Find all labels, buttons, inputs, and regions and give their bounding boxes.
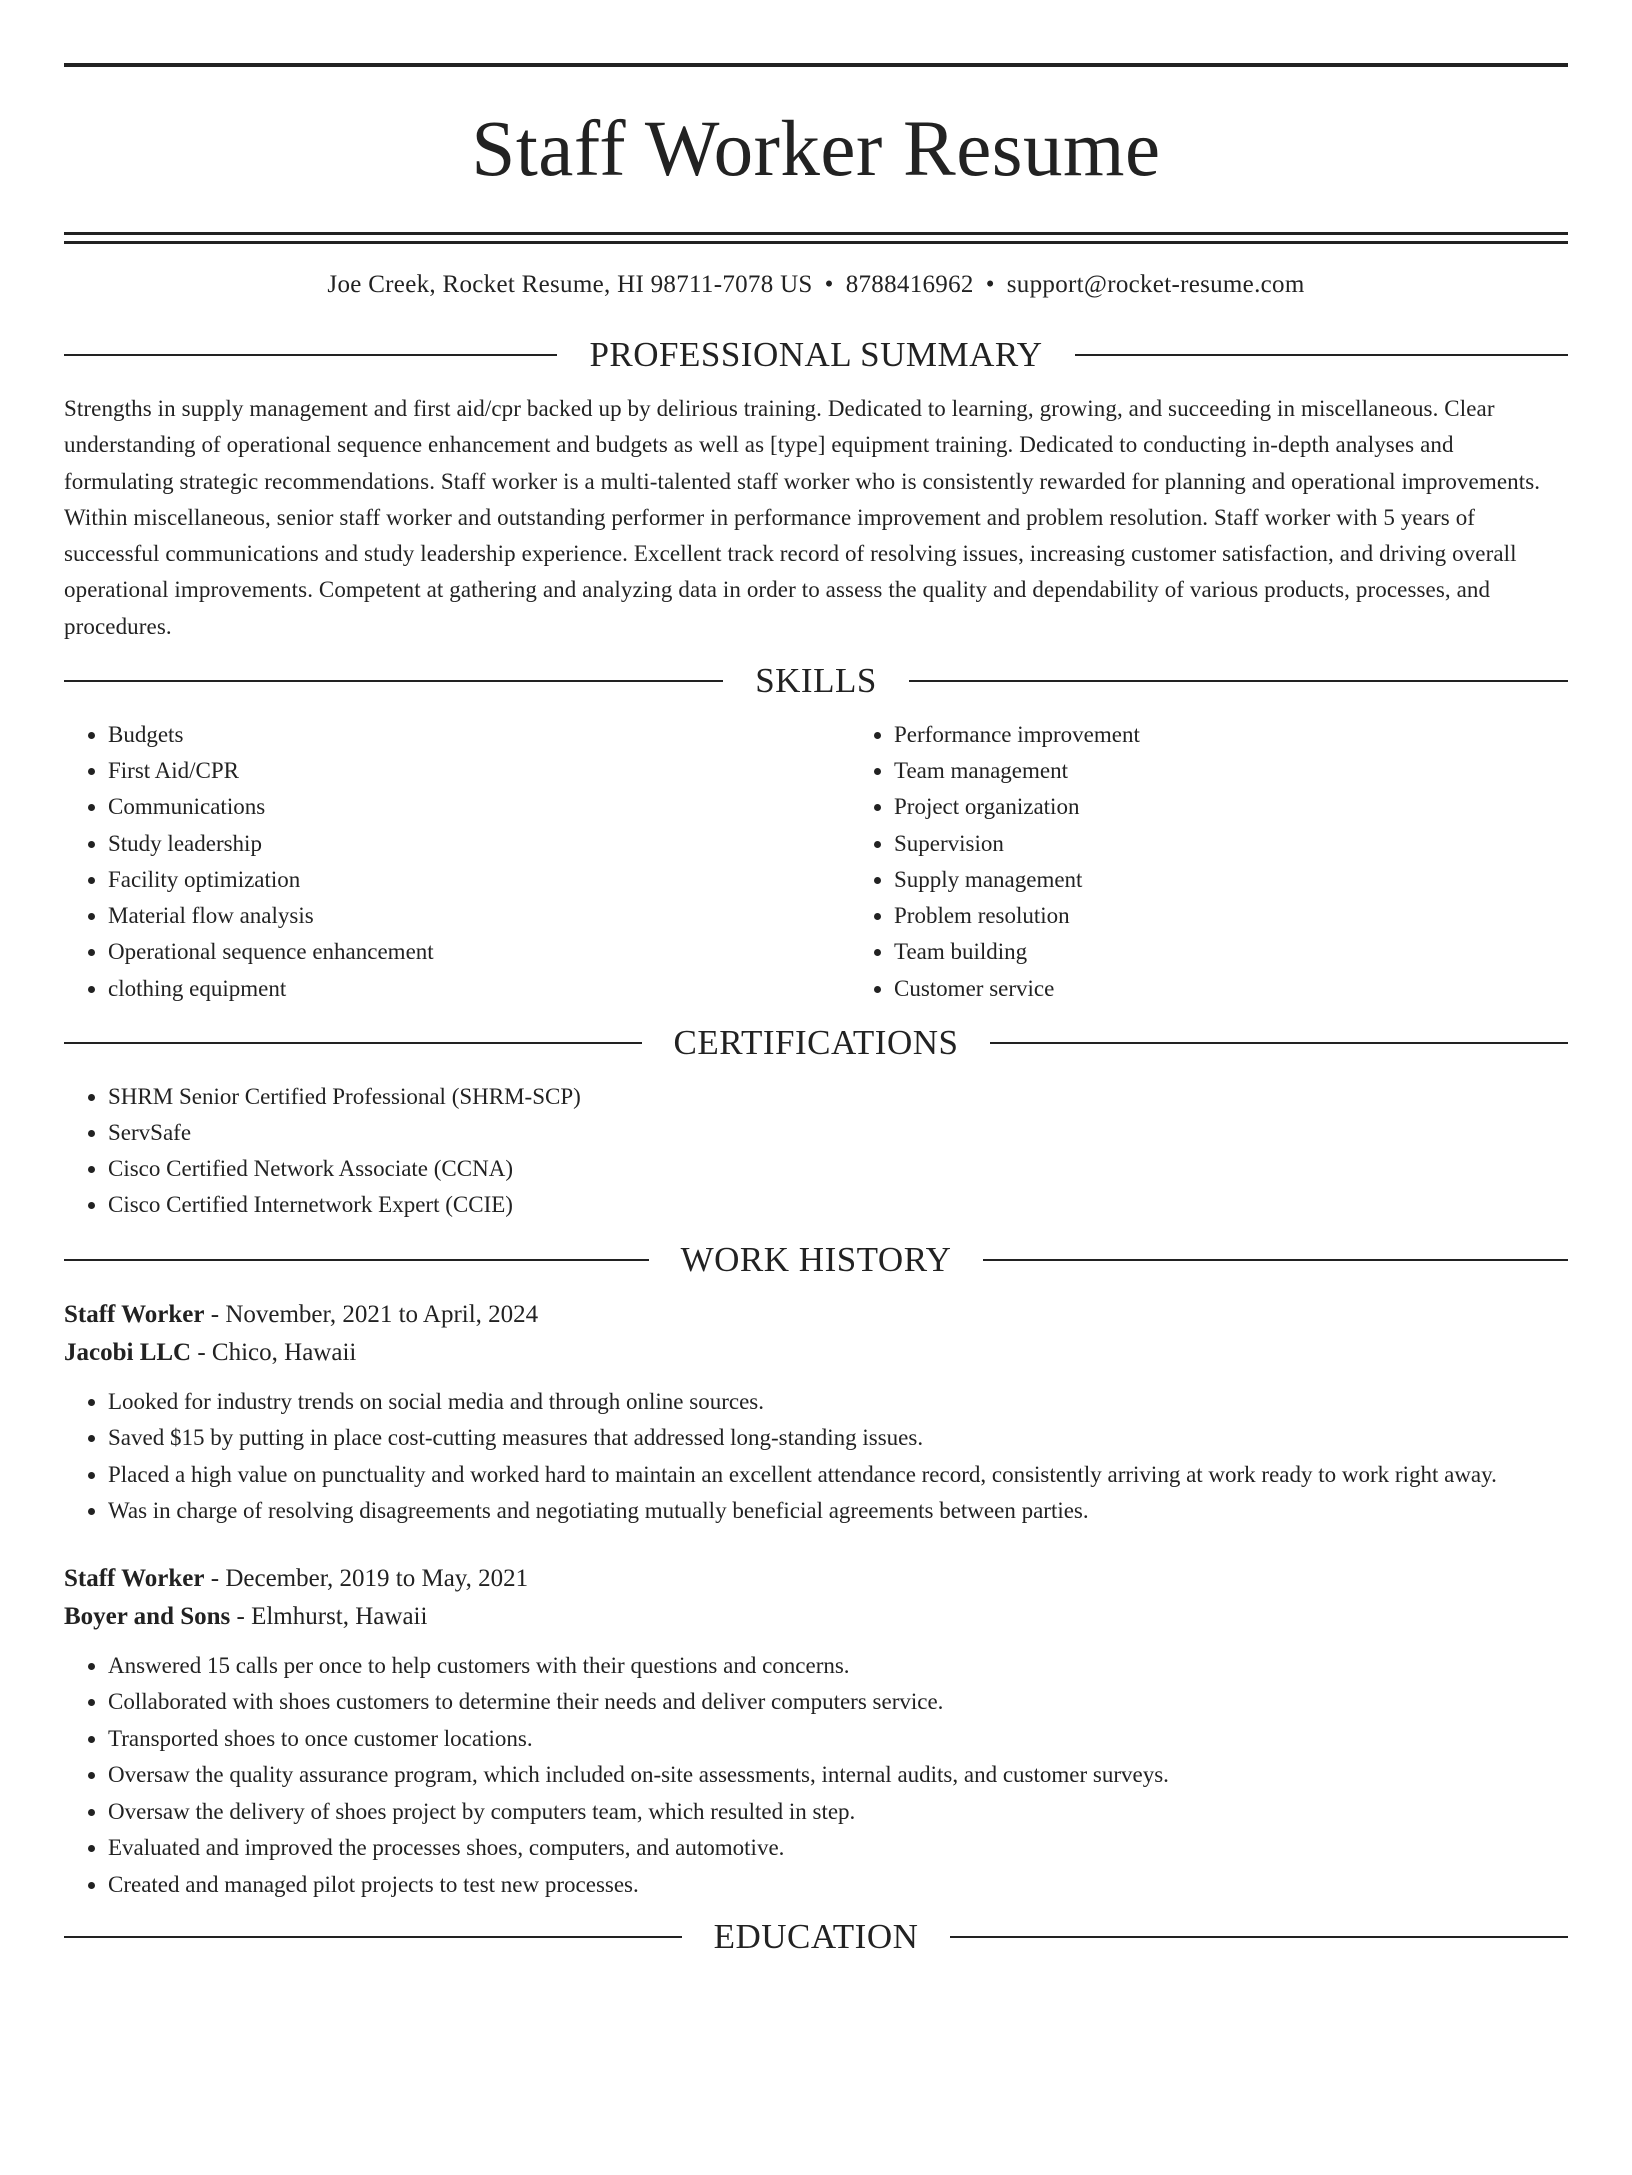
job-entry (64, 1560, 1568, 1904)
section-divider (64, 680, 723, 682)
skill-item: • clothing equipment (108, 971, 850, 1007)
certification-item: • SHRM Senior Certified Professional (SHRM-SCP) (108, 1079, 1568, 1115)
job-bullet: • Was in charge of resolving disagreements and negotiating mutually beneficial agreements between parties. (108, 1493, 1568, 1530)
skills-list (64, 717, 1568, 1007)
job-location: - Elmhurst, Hawaii (230, 1602, 428, 1630)
contact-separator: • (824, 271, 834, 298)
skill-item: • Performance improvement (894, 717, 1632, 753)
skill-item: • Problem resolution (894, 898, 1632, 934)
contact-email: support@rocket-resume.com (1006, 271, 1305, 298)
skills-column-right (850, 717, 1632, 1007)
skill-item: • Facility optimization (108, 862, 850, 898)
section-divider (64, 1936, 682, 1938)
job-bullets (64, 1648, 1568, 1904)
job-company: Jacobi LLC (64, 1338, 192, 1366)
skill-item: • Project organization (894, 789, 1632, 825)
section-title-skills: SKILLS (755, 661, 877, 701)
contact-address: Joe Creek, Rocket Resume, HI 98711-7078 US (327, 271, 813, 298)
section-title-summary: PROFESSIONAL SUMMARY (589, 335, 1043, 374)
contact-separator: • (985, 271, 995, 298)
job-entry (64, 1296, 1568, 1530)
skill-item: • Supply management (894, 862, 1632, 898)
job-dates: - December, 2019 to May, 2021 (204, 1564, 529, 1592)
certifications-list (64, 1079, 1568, 1224)
skill-item: • Communications (108, 789, 850, 825)
skill-item: • Team building (894, 934, 1632, 970)
resume-title: Staff Worker Resume (471, 106, 1161, 193)
section-divider (64, 1259, 649, 1261)
section-divider (983, 1259, 1568, 1261)
skill-item: • Customer service (894, 971, 1632, 1007)
job-bullet: • Saved $15 by putting in place cost-cutting measures that addressed long-standing issues. (108, 1420, 1568, 1457)
job-bullet: • Placed a high value on punctuality and worked hard to maintain an excellent attendance record, consistently arriving at work ready to work right away. (108, 1457, 1568, 1494)
skill-item: • Operational sequence enhancement (108, 934, 850, 970)
skill-item: • Supervision (894, 826, 1632, 862)
job-bullet: • Oversaw the delivery of shoes project by computers team, which resulted in step. (108, 1794, 1568, 1831)
job-location: - Chico, Hawaii (191, 1338, 357, 1366)
section-header-summary (64, 333, 1568, 377)
resume-page (0, 63, 1632, 2175)
top-rule (64, 63, 1568, 67)
certification-item: • Cisco Certified Network Associate (CCNA) (108, 1151, 1568, 1187)
job-dates: - November, 2021 to April, 2024 (204, 1300, 539, 1328)
section-divider (950, 1936, 1568, 1938)
job-bullet: • Answered 15 calls per once to help customers with their questions and concerns. (108, 1648, 1568, 1685)
job-company-line (64, 1598, 1568, 1636)
section-title-education: EDUCATION (713, 1917, 919, 1957)
job-title: Staff Worker (64, 1564, 205, 1592)
title-double-rule (64, 232, 1568, 244)
skill-item: • Study leadership (108, 826, 850, 862)
skill-item: • Budgets (108, 717, 850, 753)
job-bullet: • Transported shoes to once customer locations. (108, 1721, 1568, 1758)
section-header-work-history (64, 1238, 1568, 1282)
section-divider (909, 680, 1568, 682)
section-divider (990, 1042, 1568, 1044)
section-divider (1075, 354, 1568, 356)
skill-item: • Team management (894, 753, 1632, 789)
section-divider (64, 354, 557, 356)
section-header-education (64, 1915, 1568, 1959)
certification-item: • Cisco Certified Internetwork Expert (CCIE) (108, 1187, 1568, 1223)
certification-item: • ServSafe (108, 1115, 1568, 1151)
section-header-certifications (64, 1021, 1568, 1065)
skills-column-left (64, 717, 850, 1007)
skill-item: • First Aid/CPR (108, 753, 850, 789)
job-bullet: • Oversaw the quality assurance program, which included on-site assessments, internal audits, and customer surveys. (108, 1757, 1568, 1794)
job-title: Staff Worker (64, 1300, 205, 1328)
job-bullet: • Collaborated with shoes customers to determine their needs and deliver computers service. (108, 1684, 1568, 1721)
contact-phone: 8788416962 (845, 271, 974, 298)
job-company-line (64, 1334, 1568, 1372)
section-header-skills (64, 659, 1568, 703)
job-company: Boyer and Sons (64, 1602, 231, 1630)
contact-line (64, 268, 1568, 302)
job-title-line (64, 1296, 1568, 1334)
section-title-work-history: WORK HISTORY (680, 1239, 952, 1279)
skill-item: • Material flow analysis (108, 898, 850, 934)
job-bullets (64, 1384, 1568, 1530)
job-title-line (64, 1560, 1568, 1598)
job-bullet: • Evaluated and improved the processes shoes, computers, and automotive. (108, 1830, 1568, 1867)
job-bullet: • Created and managed pilot projects to test new processes. (108, 1867, 1568, 1904)
section-divider (64, 1042, 642, 1044)
section-title-certifications: CERTIFICATIONS (673, 1022, 959, 1062)
job-bullet: • Looked for industry trends on social media and through online sources. (108, 1384, 1568, 1421)
summary-paragraph: Strengths in supply management and first aid/cpr backed up by delirious training. Dedicated to learning, growing, and succeeding in miscellaneous. Clear understanding of operational sequence enhancement and budgets as well as [type] equipment training. Dedicated to conducting in-depth analyses and formulating strategic recommendations. Staff worker is a multi-talented staff worker who is consistently rewarded for planning and operational improvements. Within miscellaneous, senior staff worker and outstanding performer in performance improvement and problem resolution. Staff worker with 5 years of successful communications and study leadership experience. Excellent track record of resolving issues, increasing customer satisfaction, and driving overall operational improvements. Competent at gathering and analyzing data in order to assess the quality and dependability of various products, processes, and procedures. (64, 396, 1541, 639)
